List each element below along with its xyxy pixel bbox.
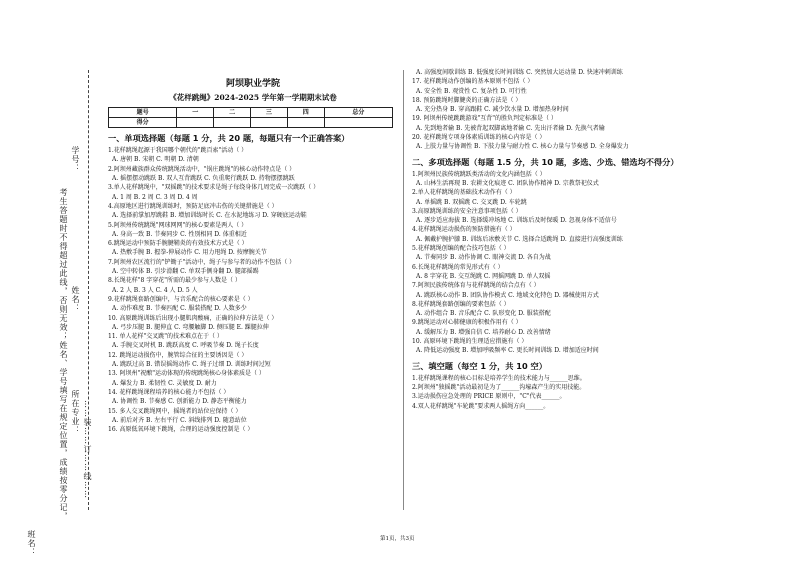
question-options: A. 高强度间歇训练 B. 低强度长时间训练 C. 突然加大运动量 D. 快速冲刺训练 [416,69,623,76]
score-row-heads [109,107,393,117]
question-stem: 5.阿坝州传统跳绳"网球网网"的核心要素是两人（ ） [108,221,248,229]
column-divider [403,70,404,510]
question-stem: 14. 花样跳绳课程培养的核心能力不包括（ ） [108,388,230,396]
question-stem: 1.花样跳绳起源于我国哪个朝代的"跳百索"活动（ ） [108,147,248,155]
question-stem: 7.阿坝民族传统体育与花样跳绳的结合点有（ ） [412,282,540,290]
question-options: A. 热敷手腕 B. 握拳-伸展动作 C. 用力甩绳 D. 按摩腕关节 [112,249,267,257]
question-options: A. 先到地者输 B. 先被背起双脚离地者输 C. 先出汗者输 D. 先换气者输 [416,124,605,132]
question-stem: 17. 花样跳绳动作创编的基本原则不包括（ ） [412,78,534,86]
question-options: A. 前后对齐 B. 左右平行 C. 斜线排列 D. 随意站位 [112,416,247,424]
score-col: 总分 [324,107,392,117]
binding-dashed-line [88,70,89,510]
question-options: A. 8 字穿花 B. 交互绳跳 C. 网摇网跳 D. 单人双摇 [416,272,551,280]
score-col: 二 [214,107,251,117]
score-cell[interactable] [324,117,392,127]
score-cell[interactable] [287,117,324,127]
question-stem: 16. 高原低氧环境下跳绳，合理的运动强度控制是（ ） [108,426,254,434]
signature-label: 班名： [27,530,36,557]
question-stem: 8.长绳花样"8 字穿花"所需的最少参与人数是（ ） [108,277,241,285]
question-stem: 4.高原地区进行跳绳训练时，预防足底冲击伤的关键措施是（ ） [108,202,278,210]
question-options: A. 安全性 B. 观赏性 C. 复杂性 D. 可行性 [416,87,527,95]
question-options: A. 跳跃过高 B. 错误摇绳动作 C. 绳子过细 D. 训练时间过短 [112,361,271,369]
fill-blank-question: 2.阿坝州"独摇跳"活动最初是为了______沟壕森产生的实用技能。 [412,383,586,391]
question-options: A. 动作组合 B. 音乐配合 C. 队形变化 D. 服装搭配 [416,310,551,318]
question-stem: 6.跳绳运动中预防手腕腱鞘炎的有效技术方式是（ ） [108,240,248,248]
score-col: 一 [177,107,214,117]
question-options: A. 摇摆摆动跳跃 B. 双人互背跳跃 C. 负重爬行跳跃 D. 持物摆摆跳跃 [112,175,295,183]
left-column [108,78,398,434]
score-cell[interactable] [250,117,287,127]
question-stem: 2.单人花样跳绳的基础技术动作有（ ） [412,189,516,197]
question-stem: 4.花样跳绳运动损伤的预防措施有（ ） [412,226,516,234]
question-options: A. 手腕交叉时机 B. 跳跃高度 C. 呼吸节奏 D. 绳子长度 [112,342,259,350]
question-options: A. 1 周 B. 2 周 C. 3 周 D. 4 周 [112,193,198,201]
score-row-values [109,117,393,127]
student-id-label: 学号： [71,146,80,173]
exam-title: 《花样跳绳》2024-2025 学年第一学期期末试卷 [169,93,337,103]
score-row-label: 得分 [109,117,177,127]
score-row-label: 题号 [109,107,177,117]
question-options: A. 单摇跳 B. 双摇跳 C. 交叉跳 D. 车轮跳 [416,198,527,206]
question-options: A. 弓步压腿 B. 腿伸直 C. 弯腰触脚 D. 侧压腿 E. 踝腿拉伸 [112,323,269,331]
page-number: 第1页，共3页 [380,536,415,542]
question-options: A. 动作难度 B. 节奏匹配 C. 服装搭配 D. 人数多少 [112,305,247,313]
section3-questions [412,374,712,411]
question-stem: 9.跳绳运动对心肺健康的积极作用有（ ） [412,319,522,327]
score-cell[interactable] [214,117,251,127]
section1-heading: 一、单项选择题（每题 1 分，共 20 题，每题只有一个正确答案） [108,133,350,144]
score-cell[interactable] [177,117,214,127]
question-stem: 15. 多人交叉跳绳网中，摇绳者的站位应保持（ ） [108,407,242,415]
question-stem: 10. 高原跳绳训练后出现小腿肌肉酸痛，正确的拉伸方法是（ ） [108,314,278,322]
question-options: A. 协调性 B. 节奏感 C. 创新能力 D. 静态平衡能力 [112,398,247,406]
score-table [108,107,393,129]
question-stem: 19. 阿坝州传统跳跳游戏"互背"的胜负判定标准是（ ） [412,115,557,123]
question-options: A. 缓解压力 B. 增强自信 C. 培养耐心 D. 改善情绪 [416,328,551,336]
question-options: A. 2 人 B. 3 人 C. 4 人 D. 5 人 [112,286,198,294]
question-stem: 3.高原跳绳训练的安全注意事项包括（ ） [412,207,522,215]
section3-heading: 三、填空题（每空 1 分，共 10 空） [412,360,547,371]
binding-warning: 考生答题时不得超过此线，否则无效；姓名、学号填写在规定位置，成绩按零分记， [59,188,68,521]
question-stem: 18. 预防跳绳时脚腱炎的正确方法是（ ） [412,96,522,104]
question-stem: 8.花样跳绳套路创编的要素包括（ ） [412,300,510,308]
question-options: A. 选择前掌加厚跳鞋 B. 增加训练时长 C. 在水泥地练习 D. 穿硬底运动鞋 [112,212,307,220]
question-stem: 11. 单人花样"交叉跳"的技术难点在于（ ） [108,333,223,341]
section1-continued [412,68,712,152]
question-stem: 7.阿坝州农区流行的"铲锄子"活动中，绳子与参与者的动作不包括（ ） [108,258,296,266]
question-stem: 12. 跳绳运动损伤中，腕管综合征的主要诱因是（ ） [108,351,248,359]
question-stem: 2.阿坝州藏族群众传统跳绳活动中，"锅庄跳绳"的核心动作特点是（ ） [108,165,296,173]
section2-heading: 二、多项选择题（每题 1.5 分，共 10 题，多选、少选、错选均不得分） [412,156,679,167]
question-options: A. 唐朝 B. 宋朝 C. 明朝 D. 清朝 [112,156,199,164]
fill-blank-question: 4.双人花样跳绳"车轮跳"要求两人摇绳方向______。 [412,402,550,410]
question-options: A. 身高一致 B. 节奏同步 C. 性别相同 D. 体重相近 [112,230,247,238]
question-options: A. 爆发力 B. 柔韧性 C. 灵敏度 D. 耐力 [112,379,217,387]
question-options: A. 降低运动强度 B. 增加呼吸频率 C. 更长时间训练 D. 增加适应时间 [416,347,599,355]
question-options: A. 上肢力量与协调性 B. 下肢力量与耐力性 C. 核心力量与节奏感 D. 全身爆发力 [416,143,629,151]
score-col: 四 [287,107,324,117]
name-label: 姓名： [71,286,80,313]
question-stem: 13. 阿坝州"祝酿"运动体现的传统跳绳核心身体素质是（ ） [108,370,265,378]
major-label: 所在专业： [71,390,80,435]
section2-questions [412,170,712,356]
question-options: A. 充分热身 B. 穿高跟鞋 C. 减少饮水量 D. 增加热身时间 [416,106,569,114]
question-options: A. 山林生活再现 B. 农耕文化痕迹 C. 团队协作精神 D. 宗教祭祀仪式 [416,179,599,187]
binding-margin [22,70,102,557]
score-col: 三 [250,107,287,117]
question-stem: 9.花样跳绳套路创编中，与音乐配合的核心要素是（ ） [108,295,254,303]
question-stem: 10. 高原环境下跳绳的生理适应措施有（ ） [412,338,528,346]
fill-blank-question: 3.运动损伤应急处理的 PRICE 原则中，"C"代表______。 [412,393,566,401]
question-stem: 1.阿坝州民族传统跳跃类活动的文化内涵包括（ ） [412,170,546,178]
section1-questions [108,146,398,434]
question-stem: 3.单人花样跳绳中，"双摇跳"的技术要求是绳子每绕身体几周完成一次跳跃（ ） [108,184,320,192]
cut-line: ……装……订……线…… [83,400,92,499]
right-column [412,68,712,411]
question-stem: 6.长绳花样跳绳的常见形式有（ ） [412,263,504,271]
question-options: A. 空中转体 B. 引步滑翻 C. 单双手侧身翻 D. 腿部摇踢 [112,268,259,276]
question-options: A. 佩戴护腕护膝 B. 训练后冰敷关节 C. 选择合适跳绳 D. 直接进行高强度训练 [416,235,623,243]
question-options: A. 逐步适应海拔 B. 选择缓冲场地 C. 训练后及时保暖 D. 忽视身体不适信号 [416,217,617,225]
question-options: A. 跳跃核心动作 B. 团队协作模式 C. 地域文化特色 D. 器械使用方式 [416,291,599,299]
question-stem: 5.花样跳绳创编的配合技巧包括（ ） [412,245,510,253]
fill-blank-question: 1.花样跳绳课程的核心目标是培养学生的技术能力与______思维。 [412,374,586,382]
question-stem: 20. 花样跳绳专项身体素质训练的核心内容是（ ） [412,134,546,142]
school-name: 阿坝职业学院 [225,79,280,89]
question-options: A. 节奏同步 B. 动作协调 C. 眼神交流 D. 各自为战 [416,254,551,262]
